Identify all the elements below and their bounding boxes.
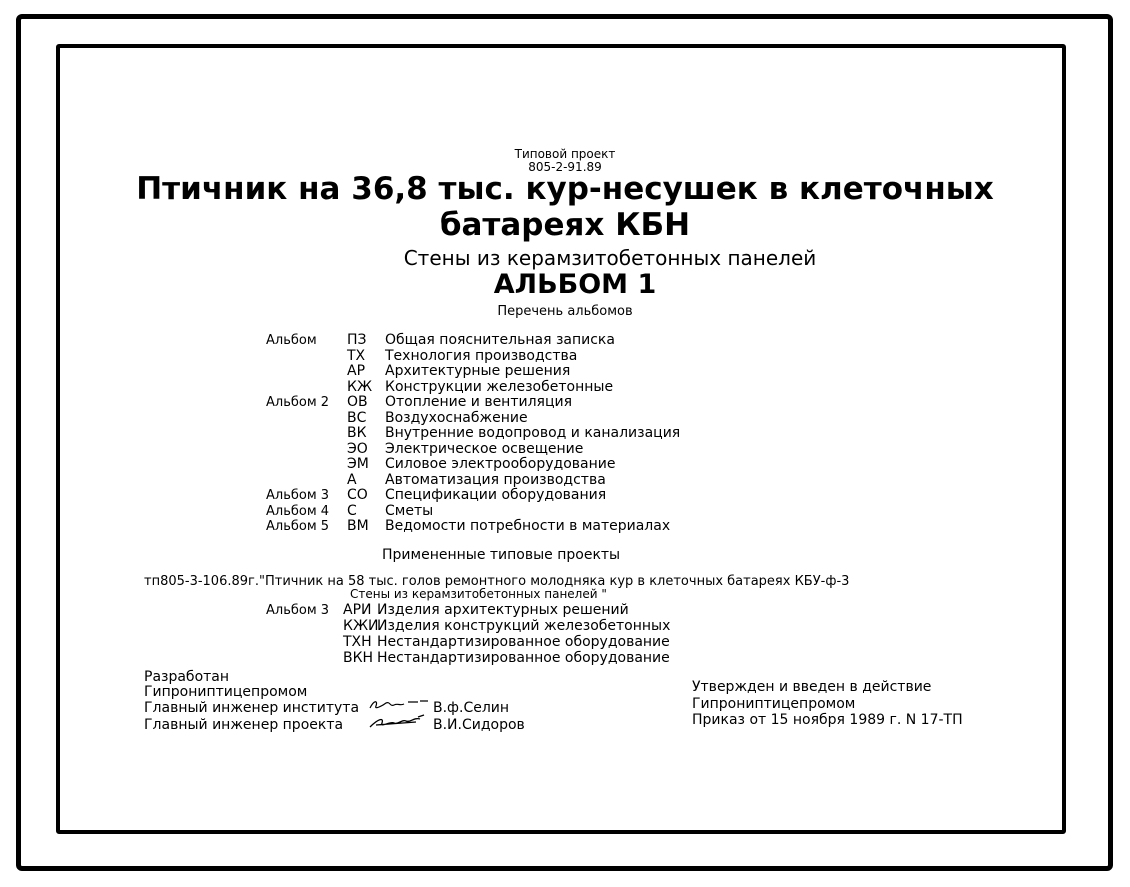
applied-code: АРИ: [343, 602, 372, 618]
reference-line-2: Стены из керамзитобетонных панелей ": [350, 587, 607, 601]
album-code: СО: [347, 487, 368, 503]
applied-description: Нестандартизированное оборудование: [377, 634, 670, 650]
album-code: ОВ: [347, 394, 368, 410]
album-description: Внутренние водопровод и канализация: [385, 425, 681, 441]
chief-project-label: Главный инженер проекта: [144, 717, 344, 733]
album-code: ВС: [347, 410, 367, 426]
album-description: Воздухоснабжение: [385, 410, 528, 426]
album-code: КЖ: [347, 379, 373, 395]
approved-line-1: Утвержден и введен в действие: [692, 679, 932, 695]
album-description: Ведомости потребности в материалах: [385, 518, 671, 534]
title-line-1: Птичник на 36,8 тыс. кур-несушек в клеточных: [136, 171, 994, 207]
album-code: ПЗ: [347, 332, 367, 348]
album-code: ЭО: [347, 441, 368, 457]
project-code: 805-2-91.89: [528, 160, 602, 174]
album-code: ВК: [347, 425, 367, 441]
album-code: А: [347, 472, 357, 488]
approved-line-3: Приказ от 15 ноября 1989 г. N 17-ТП: [692, 712, 963, 728]
album-code: ТХ: [347, 348, 366, 364]
album-description: Спецификации оборудования: [385, 487, 607, 503]
album-description: Отопление и вентиляция: [385, 394, 573, 410]
signature-sidorov: [368, 713, 428, 734]
album-title: АЛЬБОМ 1: [493, 269, 657, 300]
applied-description: Нестандартизированное оборудование: [377, 650, 670, 666]
applied-heading: Примененные типовые проекты: [382, 547, 621, 563]
album-description: Конструкции железобетонные: [385, 379, 614, 395]
list-heading: Перечень альбомов: [497, 304, 633, 319]
applied-code: КЖИ: [343, 618, 379, 634]
project-type: Типовой проект: [514, 147, 616, 161]
developed-label: Разработан: [144, 669, 230, 685]
album-number: Альбом 5: [266, 519, 330, 534]
album-code: АР: [347, 363, 366, 379]
subtitle: Стены из керамзитобетонных панелей: [403, 246, 817, 270]
chief-project-name: В.И.Сидоров: [433, 717, 525, 733]
developed-by: Гипрониптицепромом: [144, 684, 308, 700]
applied-album-number: Альбом 3: [266, 603, 330, 618]
album-description: Электрическое освещение: [385, 441, 584, 457]
album-code: ЭМ: [347, 456, 369, 472]
approved-line-2: Гипрониптицепромом: [692, 696, 856, 712]
chief-institute-name: В.ф.Селин: [433, 700, 510, 716]
album-description: Технология производства: [385, 348, 578, 364]
applied-description: Изделия архитектурных решений: [377, 602, 629, 618]
applied-code: ВКН: [343, 650, 374, 666]
album-description: Силовое электрооборудование: [385, 456, 616, 472]
title-line-2: батареях КБН: [439, 207, 691, 243]
album-number: Альбом 4: [266, 504, 330, 519]
album-description: Общая пояснительная записка: [385, 332, 615, 348]
album-description: Архитектурные решения: [385, 363, 571, 379]
album-number: Альбом: [266, 333, 317, 348]
album-description: Автоматизация производства: [385, 472, 606, 488]
chief-institute-label: Главный инженер института: [144, 700, 360, 716]
applied-code: ТХН: [343, 634, 372, 650]
album-code: С: [347, 503, 357, 519]
applied-description: Изделия конструкций железобетонных: [377, 618, 671, 634]
album-number: Альбом 3: [266, 488, 330, 503]
reference-line-1: тп805-3-106.89г."Птичник на 58 тыс. голов ремонтного молодняка кур в клеточных батареях КБУ-ф-3: [144, 574, 850, 589]
album-code: ВМ: [347, 518, 369, 534]
album-number: Альбом 2: [266, 395, 330, 410]
album-description: Сметы: [385, 503, 434, 519]
